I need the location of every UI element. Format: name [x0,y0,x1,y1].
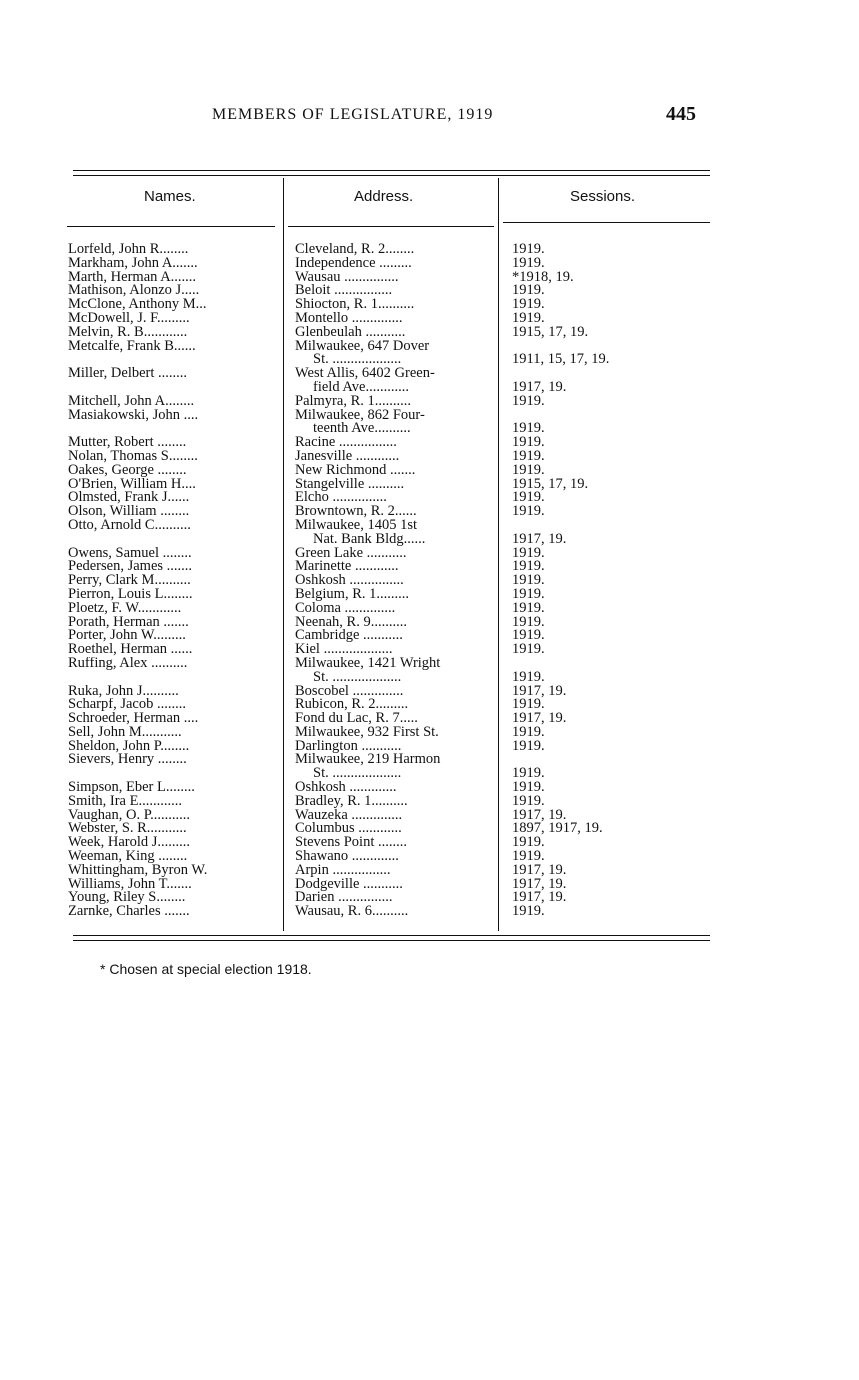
table-row [0,505,859,519]
address-line: Wausau, R. 6.......... [295,905,409,920]
member-address [295,685,497,699]
table-row [0,712,859,726]
address-line: Janesville ............ [295,449,400,464]
member-name: Ploetz, F. W............ [68,601,182,616]
member-address [295,464,497,478]
table-row [0,643,859,657]
member-sessions: 1917, 19. [512,380,567,395]
member-name: Mutter, Robert ........ [68,436,187,450]
member-address [295,781,497,795]
header-rule-address [288,226,494,227]
member-name: Pedersen, James ....... [68,560,193,575]
address-line: Oshkosh ............... [295,574,404,588]
table-row [0,726,859,740]
member-sessions: 1919. [512,491,545,506]
header-rule-sessions [503,222,710,223]
member-address [295,312,497,326]
address-line: New Richmond ....... [295,463,416,478]
member-sessions: 1919. [512,284,545,299]
member-sessions: 1917, 19. [512,808,567,823]
member-name: Markham, John A....... [68,256,198,271]
member-name: Porath, Herman ....... [68,615,189,630]
member-address [295,450,497,464]
address-line: Oshkosh ............. [295,781,397,795]
table-body [0,243,859,919]
member-sessions: 1919. [512,739,545,754]
member-name: Smith, Ira E............ [68,794,182,809]
member-address [295,588,497,602]
address-line: field Ave............ [313,380,409,395]
address-line: St. ................... [313,670,402,685]
address-line: Kiel ................... [295,643,393,657]
member-name: Porter, John W......... [68,629,186,644]
table-row [0,395,859,409]
member-address [295,643,497,657]
table-row [0,905,859,919]
column-header-names: Names. [144,188,196,205]
table-row [0,864,859,878]
table-row [0,588,859,602]
member-name: O'Brien, William H.... [68,477,196,492]
address-line: Montello .............. [295,311,403,326]
member-name: Perry, Clark M.......... [68,574,191,588]
member-sessions: 1917, 19. [512,863,567,878]
member-name: Sell, John M........... [68,725,182,740]
member-address [295,740,497,754]
member-address [295,298,497,312]
member-address [295,629,497,643]
member-name: Metcalfe, Frank B...... [68,339,196,354]
column-header-sessions: Sessions. [570,188,636,205]
member-sessions: 1919. [512,436,545,450]
member-address [295,340,497,368]
table-row [0,657,859,685]
table-row [0,298,859,312]
address-line: Wauzeka .............. [295,808,403,823]
member-sessions: 1919. [512,574,545,588]
page-title: MEMBERS OF LEGISLATURE, 1919 [212,106,494,123]
table-row [0,836,859,850]
address-line: Rubicon, R. 2......... [295,698,409,713]
member-name: Young, Riley S........ [68,891,186,906]
table-row [0,409,859,437]
member-address [295,436,497,450]
member-sessions: 1919. [512,587,545,602]
member-address [295,726,497,740]
member-sessions: 1919. [512,449,545,464]
address-line: Coloma .............. [295,601,396,616]
address-line: Palmyra, R. 1.......... [295,394,411,409]
page-number: 445 [666,103,696,125]
address-line: Milwaukee, 932 First St. [295,725,439,740]
member-address [295,712,497,726]
address-line: Stevens Point ........ [295,836,407,851]
member-sessions: 1917, 19. [512,684,567,699]
member-name: Olson, William ........ [68,505,190,519]
address-line: Boscobel .............. [295,684,404,699]
member-address [295,547,497,561]
member-sessions: 1919. [512,243,545,257]
member-address [295,505,497,519]
member-sessions: *1918, 19. [512,270,574,285]
top-rule [73,170,710,171]
table-row [0,753,859,781]
member-sessions: 1919. [512,850,545,864]
member-name: Sheldon, John P........ [68,739,190,754]
member-address [295,753,497,781]
member-address [295,409,497,437]
member-address [295,560,497,574]
member-address [295,891,497,905]
top-rule-inner [73,175,710,176]
table-row [0,850,859,864]
table-row [0,478,859,492]
table-row [0,450,859,464]
table-row [0,891,859,905]
table-row [0,795,859,809]
table-row [0,491,859,505]
member-sessions: 1917, 19. [512,877,567,892]
address-line: Milwaukee, 862 Four- [295,408,425,423]
member-sessions: 1917, 19. [512,532,567,547]
address-line: Milwaukee, 1421 Wright [295,656,441,671]
member-sessions: 1919. [512,463,545,478]
member-address [295,478,497,492]
member-name: Vaughan, O. P........... [68,808,191,823]
member-sessions: 1915, 17, 19. [512,477,589,492]
address-line: Neenah, R. 9.......... [295,615,407,630]
member-name: Mitchell, John A........ [68,394,195,409]
address-line: Milwaukee, 219 Harmon [295,753,441,768]
member-name: Lorfeld, John R........ [68,243,189,257]
member-address [295,616,497,630]
address-line: Green Lake ........... [295,546,407,561]
member-address [295,519,497,547]
address-line: Glenbeulah ........... [295,325,406,340]
address-line: Cambridge ........... [295,629,403,644]
member-name: Pierron, Louis L........ [68,587,193,602]
member-sessions: 1919. [512,781,545,795]
address-line: Independence ......... [295,256,412,271]
member-name: Mathison, Alonzo J..... [68,284,200,299]
table-row [0,809,859,823]
address-line: Cleveland, R. 2........ [295,243,415,257]
member-name: McClone, Anthony M... [68,298,207,312]
table-row [0,602,859,616]
member-name: Webster, S. R........... [68,822,187,837]
table-row [0,436,859,450]
member-address [295,257,497,271]
table-row [0,326,859,340]
member-sessions: 1911, 15, 17, 19. [512,353,610,368]
member-sessions: 1919. [512,601,545,616]
member-sessions: 1919. [512,298,545,312]
member-address [295,326,497,340]
address-line: Milwaukee, 1405 1st [295,518,418,533]
member-address [295,698,497,712]
member-address [295,850,497,864]
member-name: Oakes, George ........ [68,463,187,478]
member-sessions: 1919. [512,670,545,685]
bottom-rule [73,935,710,936]
member-address [295,602,497,616]
table-row [0,257,859,271]
member-name: Simpson, Eber L........ [68,781,195,795]
member-sessions: 1919. [512,836,545,851]
table-row [0,367,859,395]
member-sessions: 1919. [512,311,545,326]
table-row [0,284,859,298]
member-address [295,243,497,257]
address-line: Shiocton, R. 1.......... [295,298,415,312]
table-row [0,271,859,285]
member-name: Scharpf, Jacob ........ [68,698,186,713]
member-sessions: 1919. [512,767,545,782]
address-line: Marinette ............ [295,560,399,575]
member-address [295,822,497,836]
table-row [0,312,859,326]
member-address [295,491,497,505]
address-line: Nat. Bank Bldg...... [313,532,426,547]
member-sessions: 1897, 1917, 19. [512,822,603,837]
member-address [295,395,497,409]
member-address [295,836,497,850]
address-line: Racine ................ [295,436,397,450]
member-sessions: 1917, 19. [512,891,567,906]
address-line: Dodgeville ........... [295,877,403,892]
member-name: Ruffing, Alex .......... [68,656,188,671]
table-row [0,878,859,892]
address-line: Belgium, R. 1......... [295,587,409,602]
member-sessions: 1919. [512,546,545,561]
header-rule-names [67,226,275,227]
member-sessions: 1919. [512,643,545,657]
member-sessions: 1919. [512,394,545,409]
member-name: Otto, Arnold C.......... [68,518,191,533]
member-name: Melvin, R. B............ [68,325,188,340]
address-line: Shawano ............. [295,850,399,864]
column-header-address: Address. [354,188,414,205]
table-row [0,685,859,699]
member-name: Olmsted, Frank J...... [68,491,190,506]
table-row [0,243,859,257]
table-row [0,519,859,547]
bottom-rule-inner [73,940,710,941]
table-row [0,464,859,478]
member-name: Weeman, King ........ [68,850,188,864]
address-line: Wausau ............... [295,270,399,285]
table-row [0,340,859,368]
member-name: Sievers, Henry ........ [68,753,187,768]
address-line: Browntown, R. 2...... [295,505,417,519]
table-row [0,698,859,712]
member-sessions: 1919. [512,505,545,519]
member-sessions: 1919. [512,256,545,271]
table-row [0,616,859,630]
table-row [0,740,859,754]
member-name: Whittingham, Byron W. [68,863,208,878]
address-line: Darlington ........... [295,739,402,754]
table-row [0,547,859,561]
table-row [0,574,859,588]
address-line: Arpin ................ [295,863,391,878]
member-address [295,657,497,685]
member-sessions: 1919. [512,905,545,920]
member-sessions: 1919. [512,615,545,630]
member-name: Nolan, Thomas S........ [68,449,198,464]
member-sessions: 1919. [512,725,545,740]
member-name: Roethel, Herman ...... [68,643,193,657]
member-address [295,864,497,878]
table-row [0,781,859,795]
member-address [295,367,497,395]
member-name: McDowell, J. F......... [68,311,190,326]
member-name: Marth, Herman A....... [68,270,197,285]
address-line: Elcho ............... [295,491,387,506]
member-sessions: 1919. [512,422,545,437]
member-sessions: 1919. [512,629,545,644]
member-name: Schroeder, Herman .... [68,712,199,726]
address-line: teenth Ave.......... [313,422,411,437]
table-row [0,822,859,836]
member-sessions: 1915, 17, 19. [512,325,589,340]
member-name: Ruka, John J.......... [68,684,179,699]
address-line: Darien ............... [295,891,393,906]
member-name: Masiakowski, John .... [68,408,199,423]
member-address [295,574,497,588]
member-sessions: 1917, 19. [512,712,567,726]
member-address [295,284,497,298]
member-name: Week, Harold J......... [68,836,191,851]
table-row [0,560,859,574]
address-line: St. ................... [313,353,402,368]
member-address [295,809,497,823]
member-sessions: 1919. [512,698,545,713]
address-line: Beloit ................ [295,284,393,299]
member-address [295,271,497,285]
member-sessions: 1919. [512,560,545,575]
member-address [295,878,497,892]
table-row [0,629,859,643]
address-line: Fond du Lac, R. 7..... [295,712,418,726]
member-address [295,795,497,809]
member-sessions: 1919. [512,794,545,809]
address-line: Milwaukee, 647 Dover [295,339,430,354]
address-line: Stangelville .......... [295,477,405,492]
member-name: Zarnke, Charles ....... [68,905,190,920]
address-line: Bradley, R. 1.......... [295,794,408,809]
address-line: West Allis, 6402 Green- [295,367,435,381]
member-name: Owens, Samuel ........ [68,546,192,561]
address-line: St. ................... [313,767,402,782]
member-name: Miller, Delbert ........ [68,367,188,381]
address-line: Columbus ............ [295,822,402,837]
footnote: * Chosen at special election 1918. [100,961,312,977]
member-address [295,905,497,919]
member-name: Williams, John T....... [68,877,192,892]
